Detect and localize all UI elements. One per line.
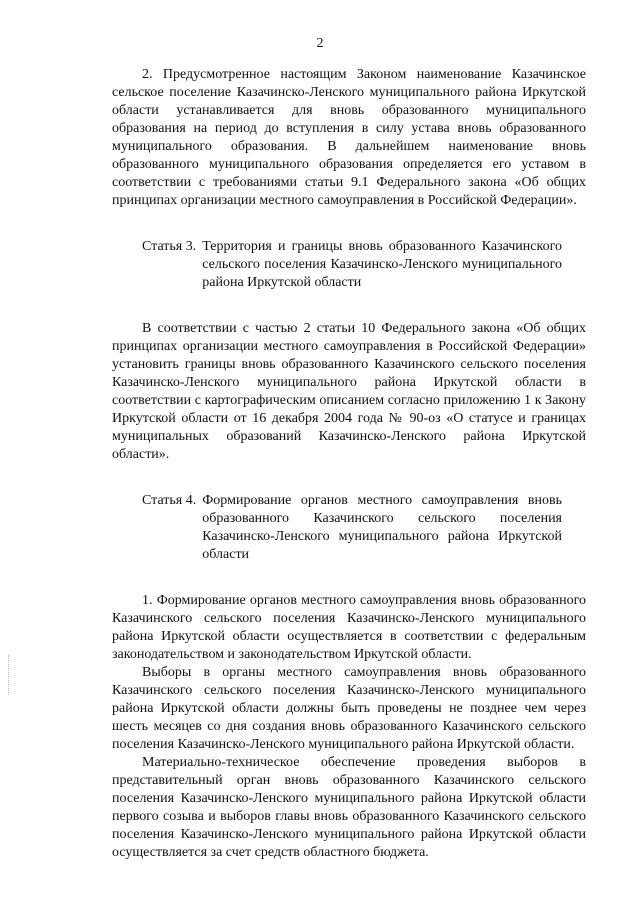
page-number: 2 [316, 36, 324, 51]
article-3-paragraph: В соответствии с частью 2 статьи 10 Федерального закона «Об общих принципах организации местного самоуправления в Российской Федерации» установить границы вновь образованного Казачинского сельского поселения Казачинско-Ленского муниципального района Иркутской области в соответствии с картографическим описанием согласно приложению 1 к Закону Иркутской области от 16 декабря 2004 года № 90-оз «О статусе и границах муниципальных образований Казачинско-Ленского района Иркутской области». [112, 321, 586, 462]
article-3-label: Статья 3. [142, 239, 197, 254]
article-4-heading [142, 492, 562, 564]
article-4-title: Формирование органов местного самоуправления вновь образованного Казачинского сельского поселения Казачинско-Ленского муниципального района Иркутской области [202, 493, 562, 562]
document-body [112, 66, 586, 862]
article-3-title: Территория и границы вновь образованного Казачинского сельского поселения Казачинско-Ленского муниципального района Иркутской области [202, 239, 562, 290]
article-4-paragraph-1: 1. Формирование органов местного самоуправления вновь образованного Казачинского сельского поселения Казачинско-Ленского муниципального района Иркутской области осуществляется в соответствии с федеральным законодательством и законодательством Иркутской области. [112, 593, 586, 662]
article-4-paragraph-2: Выборы в органы местного самоуправления вновь образованного Казачинского сельского поселения Казачинско-Ленского муниципального района Иркутской области должны быть проведены не позднее чем через шесть месяцев со дня создания вновь образованного Казачинского сельского поселения Казачинско-Ленского муниципального района Иркутской области. [112, 665, 586, 752]
paragraph-naming: 2. Предусмотренное настоящим Законом наименование Казачинское сельское поселение Казачинско-Ленского муниципального района Иркутской области устанавливается для вновь образованного муниципального образования на период до вступления в силу устава вновь образованного муниципального образования. В дальнейшем наименование вновь образованного муниципального образования определяется его уставом в соответствии с требованиями статьи 9.1 Федерального закона «Об общих принципах организации местного самоуправления в Российской Федерации». [112, 67, 586, 208]
article-4-label: Статья 4. [142, 493, 197, 508]
article-3-heading [142, 238, 562, 292]
margin-mark [8, 655, 10, 695]
article-4-paragraph-3: Материально-техническое обеспечение проведения выборов в представительный орган вновь образованного Казачинского сельского поселения Казачинско-Ленского муниципального района Иркутской области первого созыва и выборов главы вновь образованного Казачинского сельского поселения Казачинско-Ленского муниципального района Иркутской области осуществляется за счет средств областного бюджета. [112, 755, 586, 860]
